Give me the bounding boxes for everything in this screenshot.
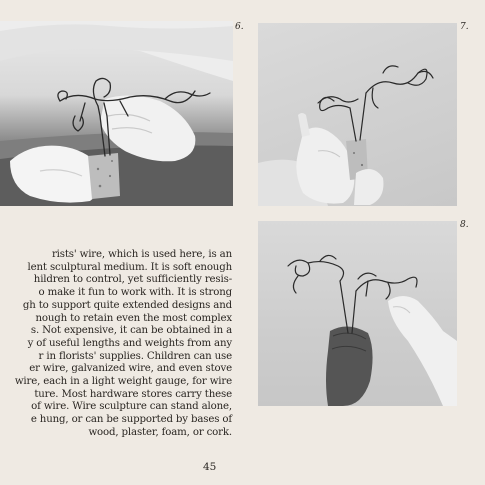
figure-8-label: 8. xyxy=(460,220,469,230)
body-line: lent sculptural medium. It is soft enough xyxy=(27,261,232,273)
body-line: wire, each in a light weight gauge, for wire xyxy=(14,376,232,388)
body-line: y of useful lengths and weights from any xyxy=(27,337,232,349)
body-line: of wire. Wire sculpture can stand alone, xyxy=(31,401,232,413)
page-number: 45 xyxy=(203,461,217,473)
photo-8-illustration xyxy=(258,221,457,406)
photo-7-hand-holding-cork xyxy=(258,23,457,206)
body-line: ture. Most hardware stores carry these xyxy=(34,388,232,400)
body-line: er wire, galvanized wire, and even stove xyxy=(29,363,232,375)
body-line: r in florists' supplies. Children can use xyxy=(38,350,232,362)
body-line: o make it fun to work with. It is strong xyxy=(38,287,232,299)
photo-7-illustration xyxy=(258,23,457,206)
body-line: gh to support quite extended designs and xyxy=(22,299,232,311)
body-line: s. Not expensive, it can be obtained in a xyxy=(30,325,232,337)
photo-6-wire-figure-on-cork xyxy=(0,21,233,206)
photo-8-two-hands-wire xyxy=(258,221,457,406)
figure-7-label: 7. xyxy=(460,22,469,32)
body-line: e hung, or can be supported by bases of xyxy=(30,414,232,426)
body-line: nough to retain even the most complex xyxy=(35,312,232,324)
body-paragraph xyxy=(0,249,232,440)
body-line: hildren to control, yet sufficiently resis- xyxy=(33,274,232,286)
body-line: wood, plaster, foam, or cork. xyxy=(88,426,232,438)
photo-6-illustration xyxy=(0,21,233,206)
figure-6-label: 6. xyxy=(235,22,244,32)
body-line: rists' wire, which is used here, is an xyxy=(51,249,232,260)
